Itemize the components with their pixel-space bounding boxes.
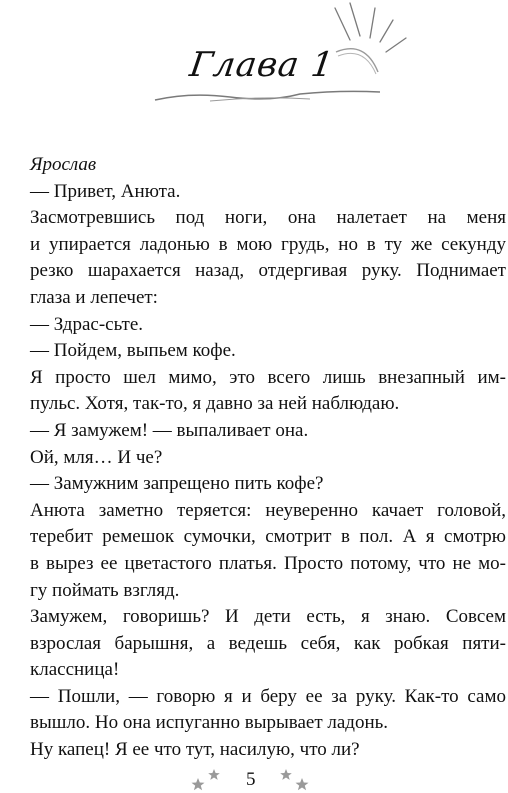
paragraph-line: — Пошли, — говорю я и беру ее за руку. Как-то само bbox=[30, 685, 506, 707]
paragraph-line: вышло. Но она испуганно вырывает ладонь. bbox=[30, 712, 389, 734]
chapter-title: Глава 1 bbox=[187, 45, 337, 85]
paragraph-line: резко шарахается назад, отдергивая руку. Поднимает bbox=[30, 260, 506, 282]
paragraph-line: — Я замужем! — выпаливает она. bbox=[30, 419, 309, 441]
chapter-heading bbox=[150, 0, 410, 120]
paragraph-line: классница! bbox=[30, 659, 120, 681]
paragraph-line: — Пойдем, выпьем кофе. bbox=[30, 340, 236, 362]
paragraph-line: Засмотревшись под ноги, она налетает на меня bbox=[30, 207, 506, 229]
paragraph-line: Анюта заметно теряется: неуверенно качает головой, bbox=[30, 499, 506, 521]
paragraph-line: глаза и лепечет: bbox=[30, 286, 158, 308]
page-footer bbox=[0, 766, 508, 793]
stars-left-icon bbox=[188, 766, 238, 793]
paragraph-line: взрослая барышня, а ведешь себя, как робкая пяти- bbox=[30, 632, 506, 654]
paragraph-line: гу поймать взгляд. bbox=[30, 579, 180, 601]
paragraph-line: Ярослав bbox=[30, 154, 97, 175]
chapter-body bbox=[30, 152, 506, 764]
stars-right-icon bbox=[274, 766, 324, 793]
paragraph-line: пульс. Хотя, так-то, я давно за ней наблюдаю. bbox=[30, 393, 400, 415]
paragraph-line: Замужем, говоришь? И дети есть, я знаю. Совсем bbox=[30, 606, 506, 628]
paragraph-line: — Здрас-сьте. bbox=[30, 313, 144, 335]
paragraph-line: — Замужним запрещено пить кофе? bbox=[30, 473, 324, 495]
paragraph-line: теребит ремешок сумочки, смотрит в пол. А я смотрю bbox=[30, 526, 506, 548]
paragraph-line: Ну капец! Я ее что тут, насилую, что ли? bbox=[30, 739, 360, 761]
paragraph-line: Я просто шел мимо, это всего лишь внезапный им- bbox=[30, 366, 506, 388]
paragraph-line: — Привет, Анюта. bbox=[30, 180, 181, 202]
paragraph-line: в вырез ее цветастого платья. Просто потому, что не мо- bbox=[30, 552, 506, 574]
paragraph-line: Ой, мля… И че? bbox=[30, 446, 163, 468]
paragraph-line: и упирается ладонью в мою грудь, но в ту же секунду bbox=[30, 233, 506, 255]
page-number: 5 bbox=[246, 769, 256, 790]
